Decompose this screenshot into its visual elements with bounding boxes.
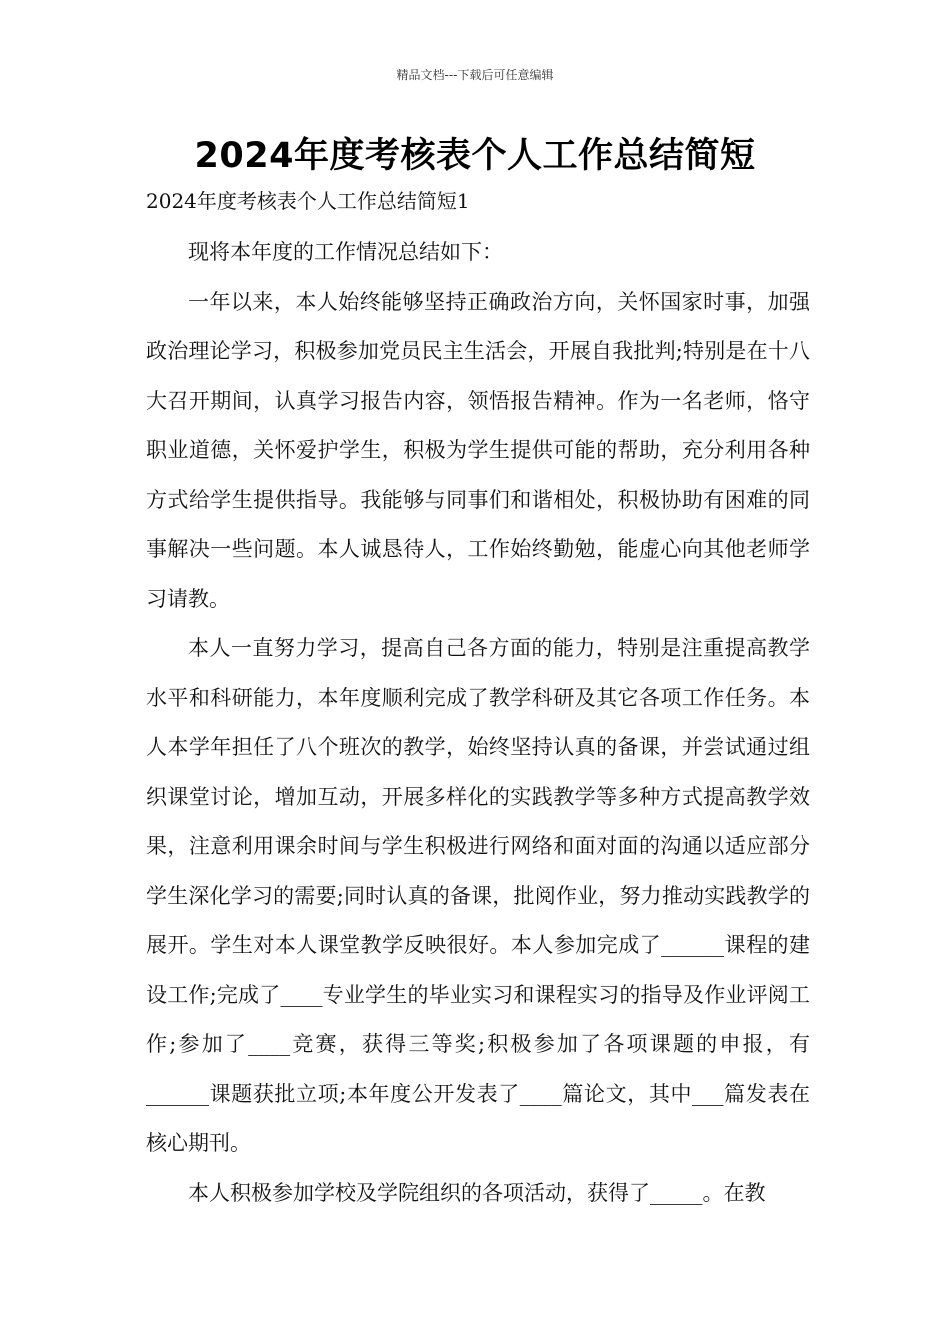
- paragraph-political: 一年以来，本人始终能够坚持正确政治方向，关怀国家时事，加强政治理论学习，积极参加党员民主生活会，开展自我批判;特别是在十八大召开期间，认真学习报告内容，领悟报告精神。作为一名老师，恪守职业道德，关怀爱护学生，积极为学生提供可能的帮助，充分利用各种方式给学生提供指导。我能够与同事们和谐相处，积极协助有困难的同事解决一些问题。本人诚恳待人，工作始终勤勉，能虚心向其他老师学习请教。: [146, 289, 810, 611]
- paragraph-activities: 本人积极参加学校及学院组织的各项活动，获得了_____。在教: [188, 1180, 766, 1205]
- document-body: [146, 228, 810, 1218]
- paragraph-teaching: 本人一直努力学习，提高自己各方面的能力，特别是注重提高教学水平和科研能力，本年度顺利完成了教学科研及其它各项工作任务。本人本学年担任了八个班次的教学，始终坚持认真的备课，并尝试通过组织课堂讨论，增加互动，开展多样化的实践教学等多种方式提高教学效果，注意利用课余时间与学生积极进行网络和面对面的沟通以适应部分学生深化学习的需要;同时认真的备课，批阅作业，努力推动实践教学的展开。学生对本人课堂教学反映很好。本人参加完成了______课程的建设工作;完成了____专业学生的毕业实习和课程实习的指导及作业评阅工作;参加了____竞赛，获得三等奖;积极参加了各项课题的申报，有______课题获批立项;本年度公开发表了____篇论文，其中___篇发表在核心期刊。: [146, 636, 810, 1155]
- page-header: 精品文档---下载后可任意编辑: [396, 68, 554, 82]
- document-subtitle: 2024年度考核表个人工作总结简短1: [146, 189, 470, 213]
- paragraph-intro: 现将本年度的工作情况总结如下：: [188, 240, 503, 264]
- document-title: 2024年度考核表个人工作总结简短: [194, 136, 756, 176]
